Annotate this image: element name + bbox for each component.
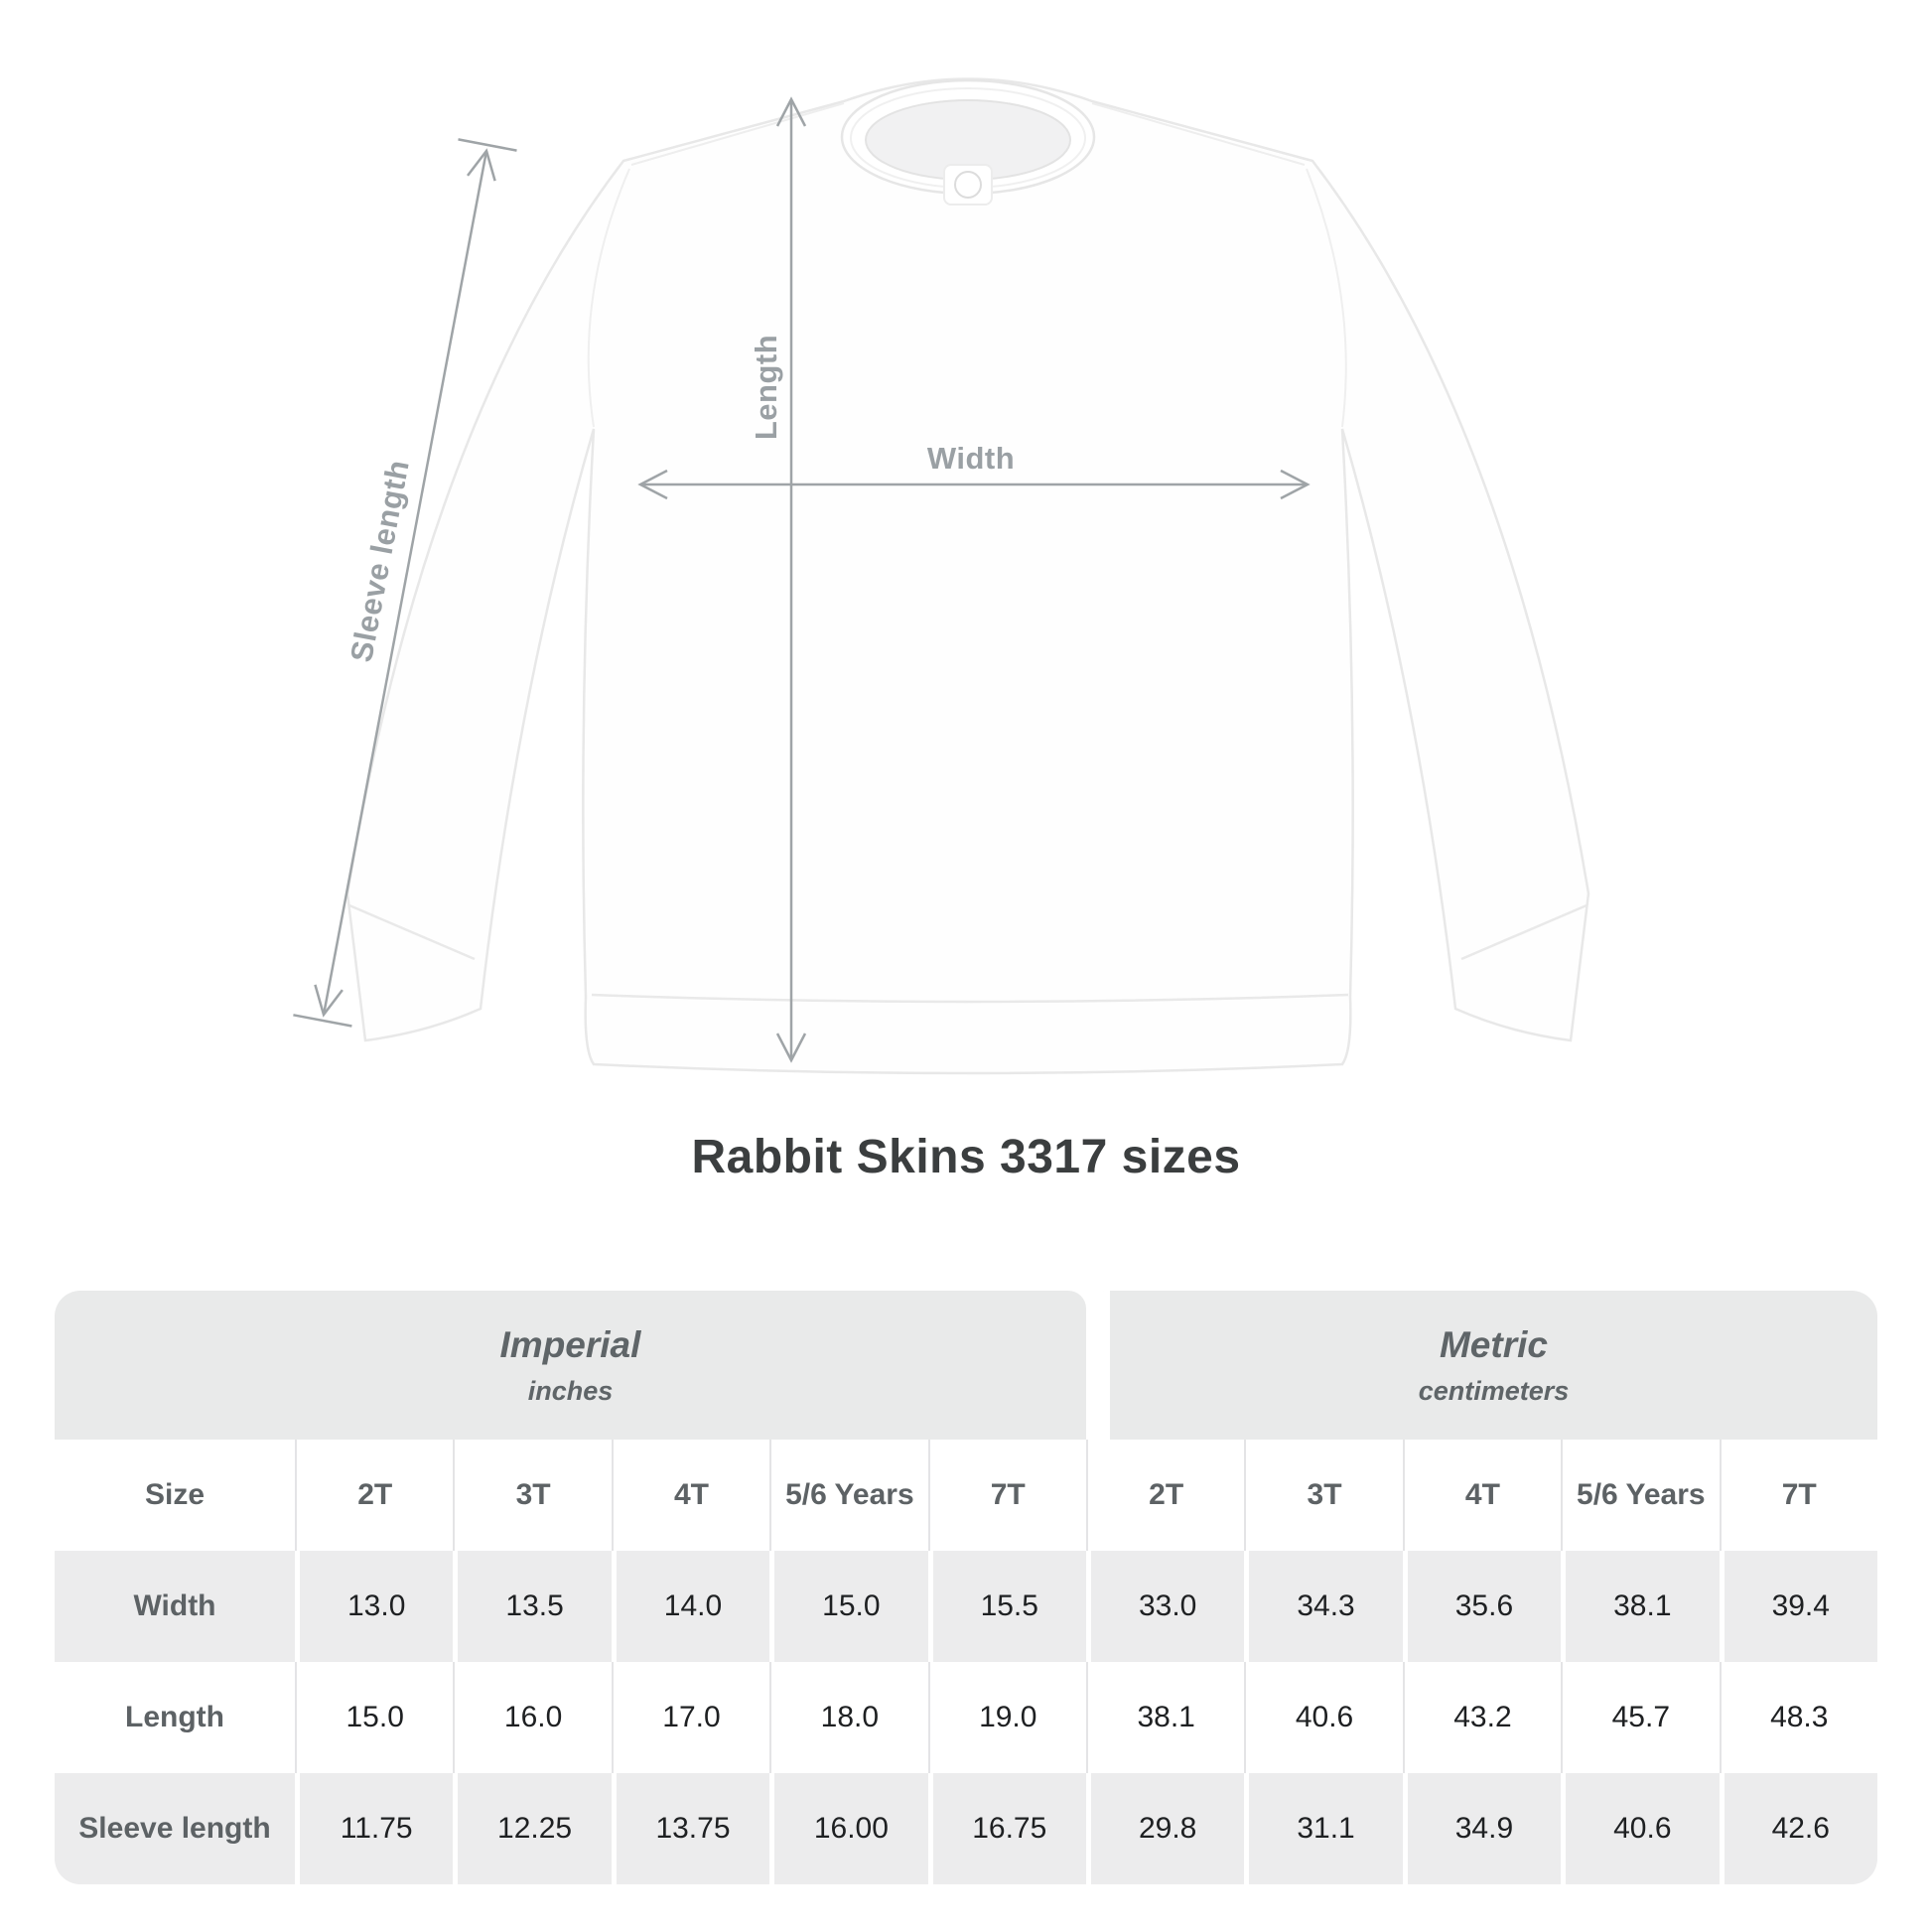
- width-imperial-56y: 15.0: [769, 1551, 927, 1662]
- sleeve-metric-2t: 29.8: [1086, 1773, 1244, 1884]
- sleeve-imperial-4t: 13.75: [612, 1773, 769, 1884]
- length-metric-7t: 48.3: [1720, 1662, 1877, 1773]
- sleeve-metric-3t: 31.1: [1244, 1773, 1402, 1884]
- size-table: [55, 1291, 1877, 1884]
- metric-label: Metric: [1439, 1323, 1548, 1365]
- length-metric-4t: 43.2: [1403, 1662, 1561, 1773]
- length-imperial-4t: 17.0: [612, 1662, 769, 1773]
- size-imperial-56y: 5/6 Years: [769, 1440, 927, 1551]
- size-metric-2t: 2T: [1086, 1440, 1244, 1551]
- row-label-sleeve-length: Sleeve length: [55, 1773, 295, 1884]
- size-column-header: Size: [55, 1440, 295, 1551]
- sweatshirt-body: [347, 79, 1588, 1074]
- size-header-row: [55, 1440, 1877, 1551]
- length-imperial-56y: 18.0: [769, 1662, 927, 1773]
- width-metric-4t: 35.6: [1403, 1551, 1561, 1662]
- sleeve-metric-7t: 42.6: [1720, 1773, 1877, 1884]
- width-imperial-7t: 15.5: [928, 1551, 1086, 1662]
- sleeve-imperial-3t: 12.25: [453, 1773, 611, 1884]
- imperial-sublabel: inches: [527, 1375, 614, 1406]
- size-imperial-2t: 2T: [295, 1440, 453, 1551]
- length-imperial-7t: 19.0: [928, 1662, 1086, 1773]
- size-metric-3t: 3T: [1244, 1440, 1402, 1551]
- row-label-length: Length: [55, 1662, 295, 1773]
- width-imperial-4t: 14.0: [612, 1551, 769, 1662]
- unit-header-row: [55, 1291, 1877, 1440]
- size-metric-56y: 5/6 Years: [1561, 1440, 1719, 1551]
- imperial-label: Imperial: [499, 1323, 641, 1365]
- width-metric-3t: 34.3: [1244, 1551, 1402, 1662]
- metric-sublabel: centimeters: [1418, 1375, 1570, 1406]
- width-metric-56y: 38.1: [1561, 1551, 1719, 1662]
- length-metric-2t: 38.1: [1086, 1662, 1244, 1773]
- sleeve-length-dimension-label: Sleeve length: [344, 457, 416, 665]
- width-imperial-3t: 13.5: [453, 1551, 611, 1662]
- size-metric-4t: 4T: [1403, 1440, 1561, 1551]
- length-dimension-label: Length: [749, 334, 783, 441]
- length-imperial-3t: 16.0: [453, 1662, 611, 1773]
- sleeve-imperial-56y: 16.00: [769, 1773, 927, 1884]
- width-imperial-2t: 13.0: [295, 1551, 453, 1662]
- length-imperial-2t: 15.0: [295, 1662, 453, 1773]
- table-row-width: [55, 1551, 1877, 1662]
- length-metric-3t: 40.6: [1244, 1662, 1402, 1773]
- size-imperial-3t: 3T: [453, 1440, 611, 1551]
- page-title: Rabbit Skins 3317 sizes: [691, 1131, 1241, 1183]
- size-imperial-4t: 4T: [612, 1440, 769, 1551]
- sleeve-metric-4t: 34.9: [1403, 1773, 1561, 1884]
- imperial-header: [55, 1291, 1086, 1440]
- sleeve-imperial-7t: 16.75: [928, 1773, 1086, 1884]
- size-imperial-7t: 7T: [928, 1440, 1086, 1551]
- width-metric-7t: 39.4: [1720, 1551, 1877, 1662]
- sleeve-imperial-2t: 11.75: [295, 1773, 453, 1884]
- row-label-width: Width: [55, 1551, 295, 1662]
- table-row-length: [55, 1662, 1877, 1773]
- length-metric-56y: 45.7: [1561, 1662, 1719, 1773]
- metric-header: [1086, 1291, 1877, 1440]
- width-metric-2t: 33.0: [1086, 1551, 1244, 1662]
- sleeve-metric-56y: 40.6: [1561, 1773, 1719, 1884]
- width-dimension-label: Width: [926, 441, 1016, 476]
- table-row-sleeve-length: [55, 1773, 1877, 1884]
- size-metric-7t: 7T: [1720, 1440, 1877, 1551]
